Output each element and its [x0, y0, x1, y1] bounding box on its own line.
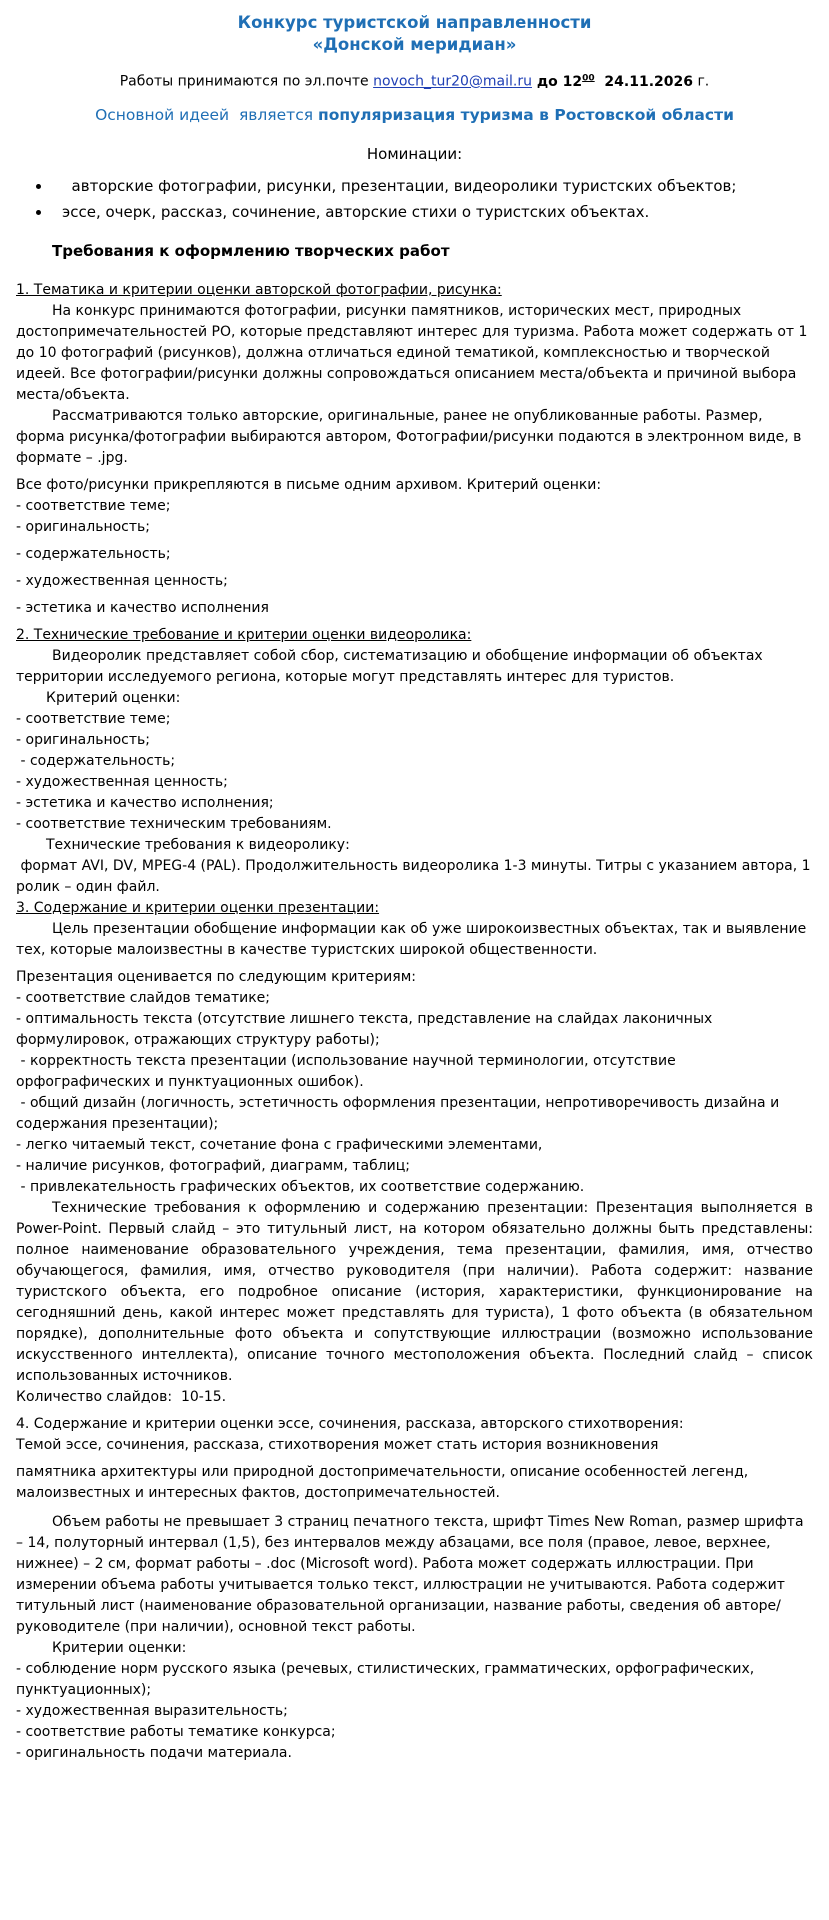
section-2-tech-text: формат AVI, DV, MPEG-4 (PAL). Продолжительность видеоролика 1-3 минуты. Титры с указанием автора, 1 ролик – один файл. — [16, 857, 815, 895]
deadline-line — [16, 68, 813, 93]
criterion-item: - художественная ценность; — [16, 572, 228, 589]
criterion-item: - соблюдение норм русского языка (речевых, стилистических, грамматических, орфографических, пунктуационных); — [16, 1660, 755, 1698]
section-3-tech-text: Технические требования к оформлению и содержанию презентации: Презентация выполняется в Power-Point. Первый слайд – это титульный лист, на котором обязательно должны быть представлены: полное наименование образовательного учреждения, тема презентации, фамилия, имя, отчество обучающегося, фамилия, имя, отчество руководителя (при наличии). Работа содержит: название туристского объекта, его подробное описание (история, характеристики, функционирование на сегодняшний день, какой интерес может представлять для туриста), 1 фото объекта (в обязательном порядке), дополнительные фото объекта и сопутствующие иллюстрации (возможно использование искусственного интеллекта), описание точного местоположения объекта. Последний слайд – список использованных источников. — [16, 1199, 813, 1384]
criterion-item: - оригинальность подачи материала. — [16, 1744, 292, 1761]
criterion-item: - привлекательность графических объектов, их соответствие содержанию. — [16, 1178, 585, 1195]
section-3-heading: 3. Содержание и критерии оценки презентации: — [16, 899, 380, 916]
section-3-paragraph-1: Цель презентации обобщение информации как об уже широкоизвестных объектах, так и выявление тех, которые малоизвестны в качестве туристских широкой общественности. — [16, 920, 807, 958]
criterion-item: - эстетика и качество исполнения — [16, 599, 269, 616]
deadline-minutes: 00 — [582, 73, 595, 83]
contest-title — [16, 12, 813, 56]
criterion-item: - наличие рисунков, фотографий, диаграмм, таблиц; — [16, 1157, 411, 1174]
criterion-item: - соответствие слайдов тематике; — [16, 989, 270, 1006]
requirements-heading: Требования к оформлению творческих работ — [52, 241, 450, 260]
criterion-item: - содержательность; — [16, 752, 176, 769]
nominations-list — [16, 176, 813, 223]
title-line-1: Конкурс туристской направленности — [237, 13, 592, 32]
nominations-heading: Номинации: — [366, 144, 463, 163]
criterion-item: - художественная ценность; — [16, 773, 228, 790]
section-1-paragraph-3: Все фото/рисунки прикрепляются в письме одним архивом. Критерий оценки: — [16, 476, 602, 493]
section-video — [16, 625, 813, 898]
deadline-date: 24.11.2026 — [594, 73, 693, 90]
nomination-item: • авторские фотографии, рисунки, презентации, видеоролики туристских объектов; — [52, 176, 813, 197]
criterion-item: - корректность текста презентации (использование научной терминологии, отсутствие орфографических и пунктуационных ошибок). — [16, 1052, 681, 1090]
criterion-item: - соответствие теме; — [16, 497, 171, 514]
section-2-tech-heading: Технические требования к видеоролику: — [46, 836, 350, 853]
section-1-heading: 1. Тематика и критерии оценки авторской фотографии, рисунка: — [16, 281, 502, 298]
section-2-paragraph-1: Видеоролик представляет собой сбор, систематизацию и обобщение информации об объектах территории исследуемого региона, которые могут представлять интерес для туристов. — [16, 647, 763, 685]
deadline-time: до 12 — [531, 73, 583, 90]
section-4-paragraph-2: памятника архитектуры или природной достопримечательности, описание особенностей легенд, малоизвестных и интересных фактов, достопримечательностей. — [16, 1463, 749, 1501]
section-1-paragraph-1: На конкурс принимаются фотографии, рисунки памятников, исторических мест, природных достопримечательностей РО, которые представляют интерес для туризма. Работа может содержать от 1 до 10 фотографий (рисунков), должна отличаться единой тематикой, комплексностью и творческой идеей. Все фотографии/рисунки должны сопровождаться описанием места/объекта и причиной выбора места/объекта. — [16, 302, 808, 403]
deadline-suffix: г. — [693, 73, 710, 90]
title-line-2: «Донской меридиан» — [312, 35, 517, 54]
nomination-item: • эссе, очерк, рассказ, сочинение, авторские стихи о туристских объектах. — [52, 202, 813, 223]
section-4-heading: 4. Содержание и критерии оценки эссе, сочинения, рассказа, авторского стихотворения: — [16, 1415, 684, 1432]
section-3-slide-count: Количество слайдов: 10-15. — [16, 1388, 227, 1405]
criterion-item: - оригинальность; — [16, 731, 150, 748]
section-photo — [16, 280, 813, 619]
criterion-item: - соответствие техническим требованиям. — [16, 815, 332, 832]
criterion-item: - легко читаемый текст, сочетание фона с графическими элементами, — [16, 1136, 543, 1153]
criterion-item: - содержательность; — [16, 545, 171, 562]
deadline-prefix: Работы принимаются по эл.почте — [119, 73, 374, 90]
section-1-paragraph-2: Рассматриваются только авторские, оригинальные, ранее не опубликованные работы. Размер, форма рисунка/фотографии выбираются автором, Фотографии/рисунки подаются в электронном виде, в формате – .jpg. — [16, 407, 802, 466]
main-idea — [16, 105, 813, 126]
criterion-item: - оптимальность текста (отсутствие лишнего текста, представление на слайдах лаконичных формулировок, отражающих структуру работы); — [16, 1010, 713, 1048]
section-essay — [16, 1414, 813, 1764]
section-2-heading: 2. Технические требование и критерии оценки видеоролика: — [16, 626, 472, 643]
main-idea-text: Основной идеей является — [95, 105, 318, 124]
section-4-criteria-heading: Критерии оценки: — [52, 1639, 187, 1656]
section-4-paragraph-1: Темой эссе, сочинения, рассказа, стихотворения может стать история возникновения — [16, 1436, 659, 1453]
criterion-item: - оригинальность; — [16, 518, 150, 535]
criterion-item: - эстетика и качество исполнения; — [16, 794, 274, 811]
section-3-criteria-heading: Презентация оценивается по следующим критериям: — [16, 968, 416, 985]
email-link[interactable]: novoch_tur20@mail.ru — [373, 73, 532, 90]
criterion-item: - соответствие теме; — [16, 710, 171, 727]
main-idea-bold: популяризация туризма в Ростовской области — [317, 105, 734, 124]
section-4-paragraph-3: Объем работы не превышает 3 страниц печатного текста, шрифт Times New Roman, размер шрифта – 14, полуторный интервал (1,5), без интервалов между абзацами, все поля (правое, левое, верхнее, нижнее) – 2 см, формат работы – .doc (Microsoft word). Работа может содержать иллюстрации. При измерении объема работы учитывается только текст, иллюстрации не учитываются. Работа содержит титульный лист (наименование образовательной организации, название работы, сведения об авторе/ руководителе (при наличии), основной текст работы. — [16, 1513, 804, 1635]
criterion-item: - соответствие работы тематике конкурса; — [16, 1723, 336, 1740]
criterion-item: - художественная выразительность; — [16, 1702, 288, 1719]
criterion-item: - общий дизайн (логичность, эстетичность оформления презентации, непротиворечивость дизайна и содержания презентации); — [16, 1094, 784, 1132]
section-presentation — [16, 898, 813, 1408]
section-2-criteria-heading: Критерий оценки: — [46, 689, 181, 706]
